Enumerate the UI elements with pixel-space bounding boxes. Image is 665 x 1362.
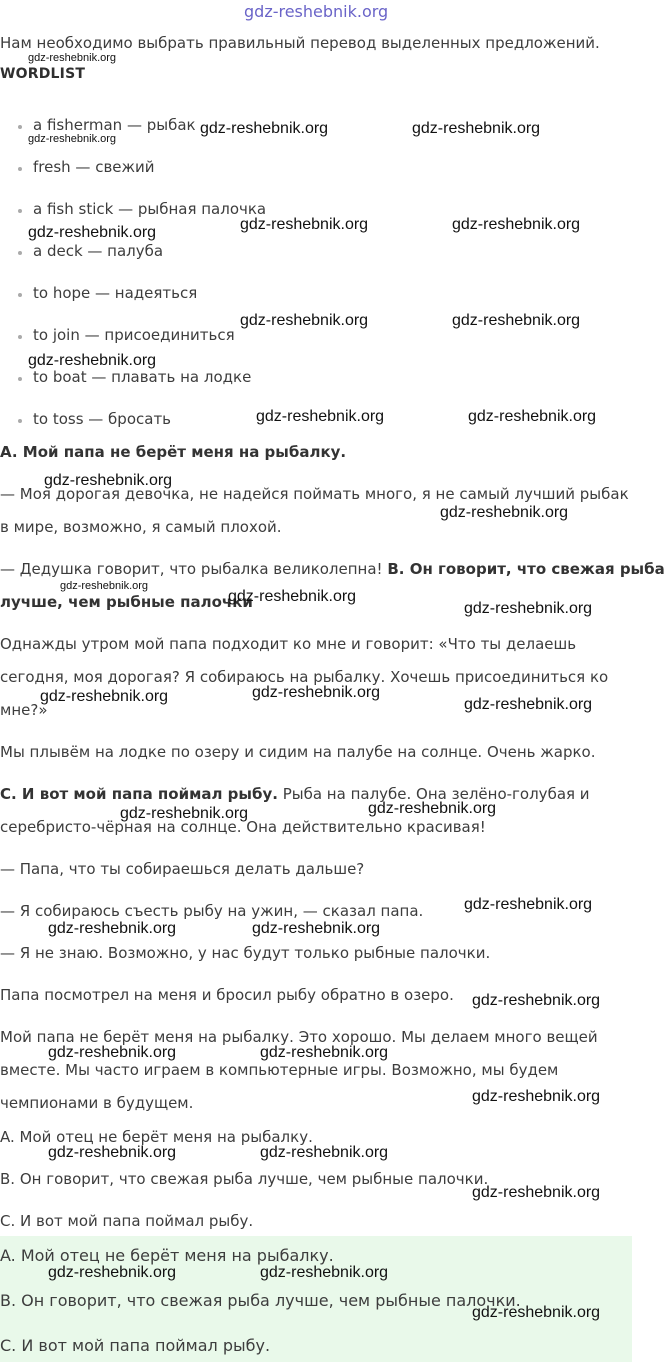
paragraph-line: — Папа, что ты собираешься делать дальше? <box>0 860 365 878</box>
wordlist-heading: WORDLIST <box>0 66 86 82</box>
paragraph-line: — Я собираюсь съесть рыбу на ужин, — сказал папа. <box>0 902 424 920</box>
paragraph-line: серебристо-чёрная на солнце. Она действительно красивая! <box>0 818 486 836</box>
watermark: gdz-reshebnik.org <box>368 800 497 817</box>
watermark: gdz-reshebnik.org <box>472 1088 601 1105</box>
watermark: gdz-reshebnik.org <box>452 312 581 329</box>
bullet-icon <box>18 377 22 381</box>
watermark: gdz-reshebnik.org <box>48 1144 177 1161</box>
watermark: gdz-reshebnik.org <box>28 352 157 369</box>
bullet-icon <box>18 167 22 171</box>
paragraph-line: Мы плывём на лодке по озеру и сидим на палубе на солнце. Очень жарко. <box>0 743 596 761</box>
watermark: gdz-reshebnik.org <box>464 896 593 913</box>
list-item: fresh — свежий <box>33 158 155 176</box>
watermark: gdz-reshebnik.org <box>240 312 369 329</box>
watermark: gdz-reshebnik.org <box>228 588 357 605</box>
paragraph-line <box>0 785 590 803</box>
list-item: to join — присоединиться <box>33 326 235 344</box>
bullet-icon <box>18 125 22 129</box>
watermark: gdz-reshebnik.org <box>48 1044 177 1061</box>
watermark: gdz-reshebnik.org <box>464 600 593 617</box>
list-item: a fisherman — рыбак <box>33 116 196 134</box>
watermark: gdz-reshebnik.org <box>200 120 329 137</box>
watermark: gdz-reshebnik.org <box>60 580 149 592</box>
translation-c: C. И вот мой папа поймал рыбу. <box>0 1212 254 1230</box>
list-item: a deck — палуба <box>33 242 164 260</box>
watermark: gdz-reshebnik.org <box>464 696 593 713</box>
watermark: gdz-reshebnik.org <box>240 216 369 233</box>
list-item: to boat — плавать на лодке <box>33 368 252 386</box>
paragraph-line: Мой папа не берёт меня на рыбалку. Это хорошо. Мы делаем много вещей <box>0 1028 598 1046</box>
paragraph-text: Рыба на палубе. Она зелёно-голубая и <box>277 785 590 803</box>
translation-b: B. Он говорит, что свежая рыба лучше, чем рыбные палочки. <box>0 1170 489 1188</box>
site-link[interactable]: gdz-reshebnik.org <box>244 2 389 21</box>
bullet-icon <box>18 293 22 297</box>
watermark: gdz-reshebnik.org <box>452 216 581 233</box>
paragraph-line: мне?» <box>0 701 48 719</box>
answer-a: A. Мой отец не берёт меня на рыбалку. <box>0 1246 334 1265</box>
watermark: gdz-reshebnik.org <box>40 688 169 705</box>
paragraph-line: в мире, возможно, я самый плохой. <box>0 518 282 536</box>
watermark: gdz-reshebnik.org <box>48 920 177 937</box>
watermark: gdz-reshebnik.org <box>260 1264 389 1281</box>
watermark: gdz-reshebnik.org <box>48 1264 177 1281</box>
watermark: gdz-reshebnik.org <box>120 805 249 822</box>
paragraph-line: — Я не знаю. Возможно, у нас будут только рыбные палочки. <box>0 944 491 962</box>
watermark: gdz-reshebnik.org <box>28 52 117 64</box>
highlight-c: C. И вот мой папа поймал рыбу. <box>0 785 278 803</box>
highlight-b: B. Он говорит, что свежая рыба <box>387 560 665 578</box>
paragraph-line: Папа посмотрел на меня и бросил рыбу обратно в озеро. <box>0 986 454 1004</box>
watermark: gdz-reshebnik.org <box>260 1144 389 1161</box>
watermark: gdz-reshebnik.org <box>252 684 381 701</box>
list-item: to toss — бросать <box>33 410 172 428</box>
watermark: gdz-reshebnik.org <box>44 472 173 489</box>
highlight-b-cont: лучше, чем рыбные палочки <box>0 593 253 611</box>
translation-a: A. Мой отец не берёт меня на рыбалку. <box>0 1128 313 1146</box>
bullet-icon <box>18 419 22 423</box>
watermark: gdz-reshebnik.org <box>440 504 569 521</box>
bullet-icon <box>18 335 22 339</box>
paragraph-line: чемпионами в будущем. <box>0 1094 194 1112</box>
paragraph-line: вместе. Мы часто играем в компьютерные игры. Возможно, мы будем <box>0 1061 559 1079</box>
watermark: gdz-reshebnik.org <box>260 1044 389 1061</box>
answer-c: C. И вот мой папа поймал рыбу. <box>0 1336 271 1355</box>
highlight-a: A. Мой папа не берёт меня на рыбалку. <box>0 443 347 461</box>
watermark: gdz-reshebnik.org <box>256 408 385 425</box>
watermark: gdz-reshebnik.org <box>472 992 601 1009</box>
watermark: gdz-reshebnik.org <box>252 920 381 937</box>
watermark: gdz-reshebnik.org <box>468 408 597 425</box>
answer-b: B. Он говорит, что свежая рыба лучше, чем рыбные палочки. <box>0 1291 521 1310</box>
paragraph-line: сегодня, моя дорогая? Я собираюсь на рыбалку. Хочешь присоединиться ко <box>0 668 609 686</box>
watermark: gdz-reshebnik.org <box>28 224 157 241</box>
paragraph-line <box>0 560 665 578</box>
paragraph-line: Однажды утром мой папа подходит ко мне и говорит: «Что ты делаешь <box>0 635 577 653</box>
list-item: to hope — надеяться <box>33 284 198 302</box>
paragraph-line: — Моя дорогая девочка, не надейся поймать много, я не самый лучший рыбак <box>0 485 629 503</box>
intro-text: Нам необходимо выбрать правильный перевод выделенных предложений. <box>0 34 600 52</box>
watermark: gdz-reshebnik.org <box>28 133 117 145</box>
paragraph-text: — Дедушка говорит, что рыбалка великолепна! <box>0 560 388 578</box>
bullet-icon <box>18 209 22 213</box>
bullet-icon <box>18 251 22 255</box>
watermark: gdz-reshebnik.org <box>472 1184 601 1201</box>
list-item: a fish stick — рыбная палочка <box>33 200 267 218</box>
watermark: gdz-reshebnik.org <box>412 120 541 137</box>
watermark: gdz-reshebnik.org <box>472 1304 601 1321</box>
